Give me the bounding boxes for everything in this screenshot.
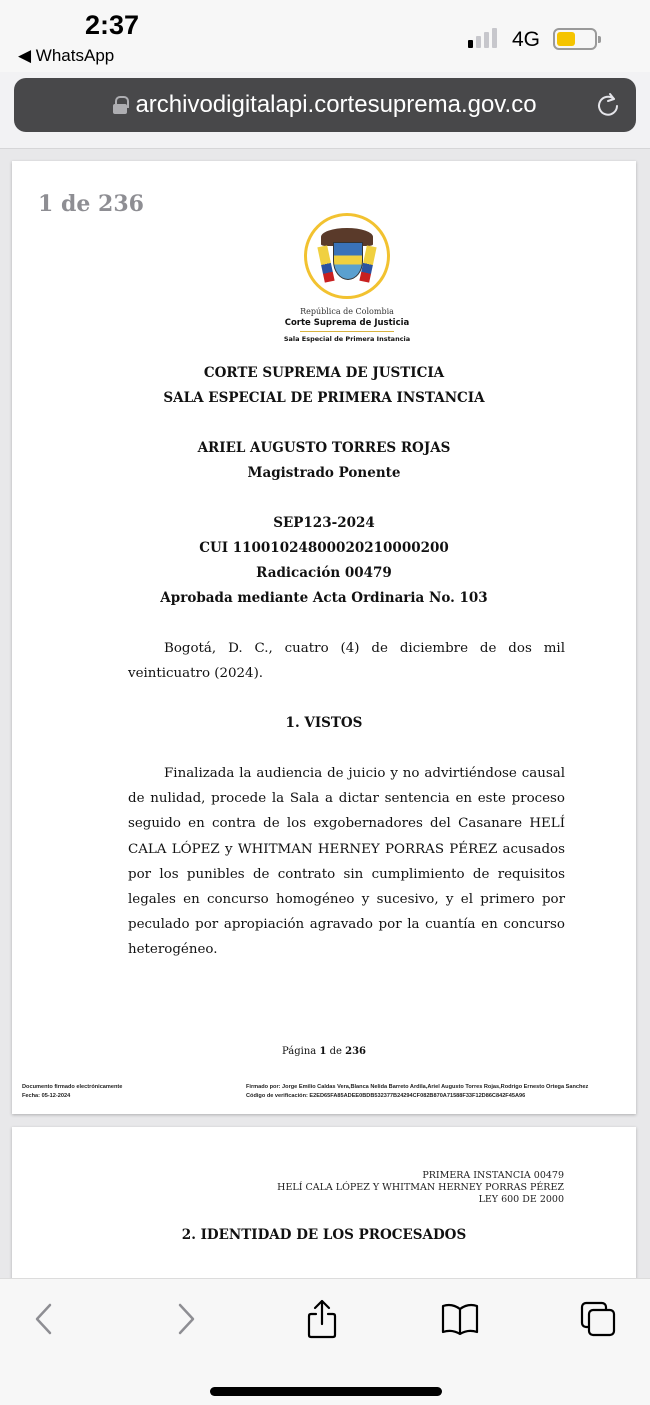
bookmarks-icon [440,1302,480,1336]
chamber-heading: SALA ESPECIAL DE PRIMERA INSTANCIA [163,390,485,406]
verification-code: Código de verificación: E2ED65FA85ADEE0BDB532377B24294CF082B870A71588F33F12D86C842F45A96 [246,1093,526,1099]
magistrate-role: Magistrado Ponente [247,465,401,481]
footer-page-number: 1 [319,1046,327,1057]
network-type: 4G [512,28,541,51]
signature-date: Fecha: 05-12-2024 [22,1093,71,1099]
header-law: LEY 600 DE 2000 [478,1194,564,1205]
tabs-icon [579,1300,617,1338]
url-text[interactable]: archivodigitalapi.cortesupremа.gov.co [135,91,537,118]
section-1-body: Finalizada la audiencia de juicio y no advirtiéndose causal de nulidad, procede la Sala a dictar sentencia en este proceso seguido en contra de los exgobernadores del Casanare HELÍ CALA LÓPEZ y WHITMAN HERNEY PORRAS PÉREZ acusados por los punibles de contrato sin cumplimiento de requisitos legales en concurso homogéneo y sucesivo, y el primero por peculado por apropiación agravado por la cuantía en concurso heterogéneo. [128,766,565,958]
signature-block-right [246,1083,588,1101]
section-1-title: 1. VISTOS [285,715,363,731]
pdf-page-1 [12,161,636,1114]
court-seal [272,213,422,343]
back-to-whatsapp-link[interactable]: ◀ WhatsApp [18,46,115,65]
back-icon [32,1302,56,1336]
clock: 2:37 [85,10,140,40]
browser-toolbar [0,1278,650,1405]
battery-icon [553,28,597,50]
pdf-viewer[interactable] [0,148,650,1278]
signers: Firmado por: Jorge Emilio Caldas Vera,Blanca Nelida Barreto Ardila,Ariel Augusto Torres Rojas,Rodrigo Ernesto Ortega Sanchez [246,1084,589,1090]
forward-button[interactable] [166,1299,206,1339]
court-heading: CORTE SUPREMA DE JUSTICIA [203,365,445,381]
cui-number: CUI 11001024800020210000200 [199,540,449,556]
magistrate-name: ARIEL AUGUSTO TORRES ROJAS [197,440,451,456]
approval-act: Aprobada mediante Acta Ordinaria No. 103 [160,590,488,606]
reload-icon[interactable] [594,91,622,119]
date-paragraph: Bogotá, D. C., cuatro (4) de diciembre de dos mil veinticuatro (2024). [128,641,565,682]
forward-icon [174,1302,198,1336]
radicacion-number: Radicación 00479 [256,565,392,581]
header-instance: PRIMERA INSTANCIA 00479 [422,1170,564,1181]
back-button[interactable] [24,1299,64,1339]
de-label: de [329,1046,342,1057]
case-reference: SEP123-2024 [273,515,375,531]
coat-of-arms-icon [304,213,390,299]
header-defendants: HELÍ CALA LÓPEZ Y WHITMAN HERNEY PORRAS PÉREZ [277,1182,564,1193]
seal-country: República de Colombia [300,307,394,316]
bookmarks-button[interactable] [440,1299,480,1339]
home-indicator[interactable] [210,1387,442,1396]
address-bar[interactable] [14,78,636,132]
signed-electronically: Documento firmado electrónicamente [22,1084,123,1090]
share-button[interactable] [302,1299,342,1339]
signal-icon [468,28,497,48]
page-footer [12,1046,636,1057]
page-counter: 1 de 236 [38,191,144,217]
seal-divider [300,331,394,332]
section-2-title: 2. IDENTIDAD DE LOS PROCESADOS [181,1227,467,1243]
lock-icon [113,96,127,114]
signature-block-left [22,1083,122,1101]
share-icon [305,1298,339,1340]
seal-chamber: Sala Especial de Primera Instancia [283,335,411,343]
tabs-button[interactable] [578,1299,618,1339]
status-bar [0,0,650,72]
seal-court: Corte Suprema de Justicia [284,318,410,328]
pdf-page-2 [12,1127,636,1297]
pagina-label: Página [282,1046,317,1057]
page-2-header [277,1170,564,1206]
footer-total-pages: 236 [345,1046,366,1057]
